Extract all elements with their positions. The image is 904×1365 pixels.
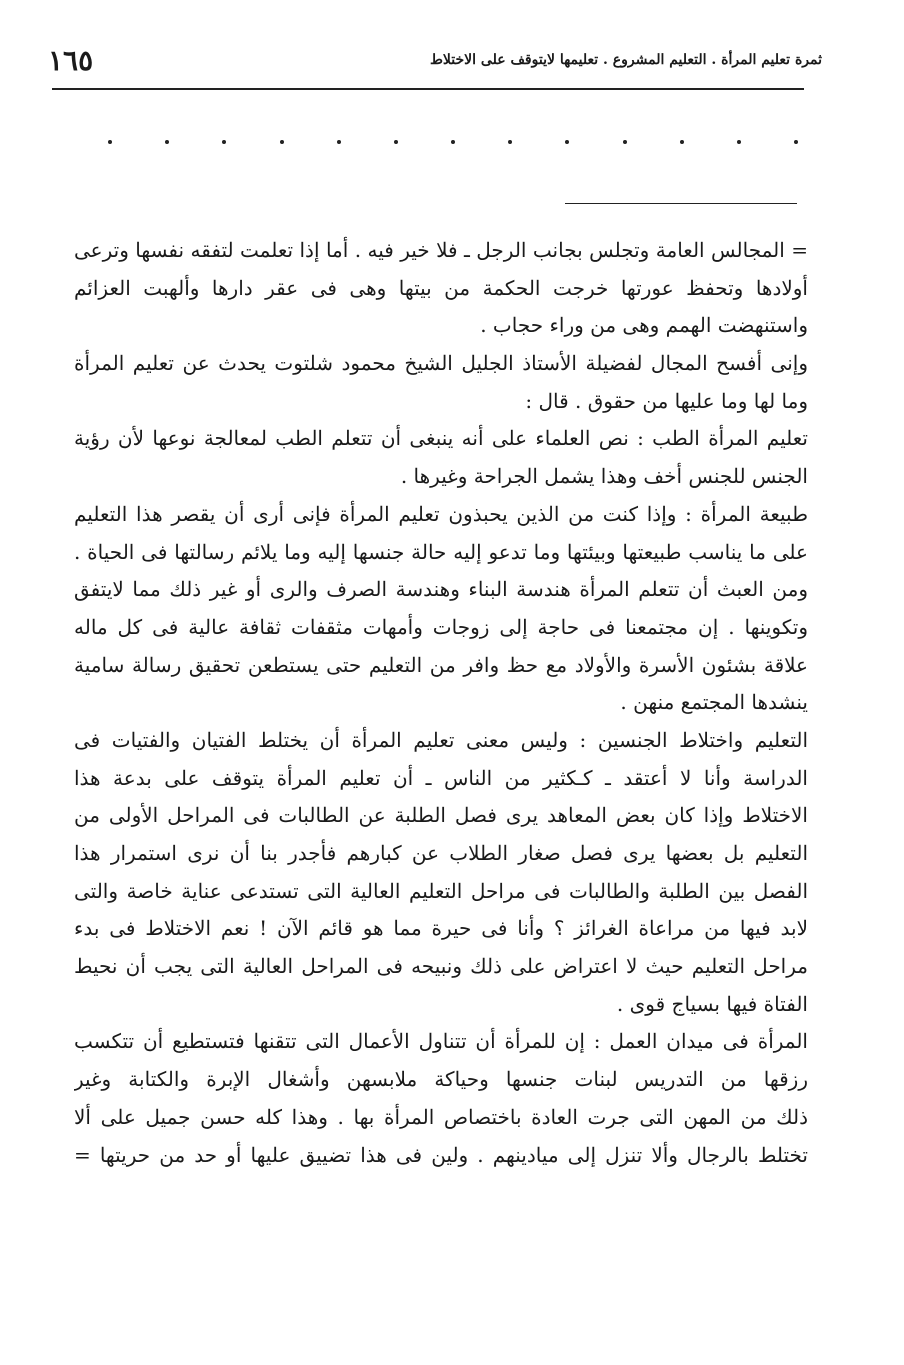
- header-rule: [52, 88, 804, 90]
- ellipsis-dot: [337, 140, 341, 144]
- ellipsis-dot: [508, 140, 512, 144]
- ellipsis-dot: [794, 140, 798, 144]
- ellipsis-dot: [623, 140, 627, 144]
- text-line: وما لها وما عليها من حقوق . قال :: [525, 388, 808, 413]
- text-line: ذلك من المهن التى جرت العادة باختصاص المرأة بها . وهذا كله حسن جميل على ألا: [74, 1104, 808, 1129]
- ellipsis-dot: [737, 140, 741, 144]
- footnote-body: [74, 232, 808, 1174]
- text-line: رزقها من التدريس لبنات جنسها وحياكة ملابسهن وأشغال الإبرة والكتابة وغير: [74, 1067, 808, 1092]
- text-line: التعليم واختلاط الجنسين : وليس معنى تعليم المرأة أن يختلط الفتيان والفتيات فى: [74, 727, 808, 752]
- text-line: الفصل بين الطلبة والطالبات فى مراحل التعليم العالية التى تستدعى عناية خاصة والتى: [74, 878, 808, 903]
- text-line: لابد فيها من مراعاة الغرائز ؟ وأنا فى حيرة مما هو قائم الآن ! نعم الاختلاط فى بدء: [74, 916, 808, 941]
- text-line: الاختلاط وإذا كان بعض المعاهد يرى فصل الطلبة عن الطالبات فى المراحل الأولى من: [74, 803, 808, 828]
- text-line: الجنس للجنس أخف وهذا يشمل الجراحة وغيرها .: [400, 464, 808, 489]
- running-title: ثمرة تعليم المرأة . التعليم المشروع . تعليمها لايتوقف على الاختلاط: [429, 52, 822, 68]
- text-line: مراحل التعليم حيث لا اعتراض على ذلك ونبيحه فى المراحل العالية التى يجب أن نحيط: [74, 954, 808, 979]
- text-line: وتكوينها . إن مجتمعنا فى حاجة إلى زوجات وأمهات مثقفات ثقافة عالية فى كل ماله: [74, 614, 808, 639]
- text-line: تختلط بالرجال وألا تنزل إلى ميادينهم . ولين فى هذا تضييق عليها أو حد من حريتها =: [74, 1142, 808, 1167]
- ellipsis-dot: [280, 140, 284, 144]
- footnote-rule: [565, 203, 797, 204]
- ellipsis-dot: [680, 140, 684, 144]
- text-line: واستنهضت الهمم وهى من وراء حجاب .: [480, 313, 808, 338]
- text-line: تعليم المرأة الطب : نص العلماء على أنه ينبغى أن تتعلم الطب لمعالجة نوعها لأن رؤية: [74, 426, 808, 451]
- text-line: التعليم بل بعضها يرى فصل صغار الطلاب عن كبارهم فأجدر بنا أن نرى استمرار هذا: [74, 841, 808, 865]
- text-line: ينشدها المجتمع منهن .: [620, 690, 808, 715]
- text-line: = المجالس العامة وتجلس بجانب الرجل ـ فلا خير فيه . أما إذا تعلمت لتفقه نفسها وترعى: [74, 238, 808, 262]
- text-line: علاقة بشئون الأسرة والأولاد مع حظ وافر من التعليم حتى يستطعن تحقيق رسالة سامية: [74, 652, 808, 677]
- text-line: الدراسة وأنا لا أعتقد ـ كـكثير من الناس ـ أن تعليم المرأة يتوقف على بدعة هذا: [74, 765, 808, 790]
- ellipsis-dot: [222, 140, 226, 144]
- text-line: المرأة فى ميدان العمل : إن للمرأة أن تتناول الأعمال التى تتقنها فتستطيع أن تتكسب: [74, 1029, 808, 1054]
- ellipsis-dot: [165, 140, 169, 144]
- text-line: الفتاة فيها بسياج قوى .: [616, 991, 808, 1016]
- ellipsis-dot: [394, 140, 398, 144]
- text-line: وإنى أفسح المجال لفضيلة الأستاذ الجليل الشيخ محمود شلتوت يحدث عن تعليم المرأة: [74, 351, 808, 376]
- running-header: [48, 30, 822, 90]
- ellipsis-dot: [565, 140, 569, 144]
- page-number: ١٦٥: [48, 43, 94, 77]
- text-line: ومن العبث أن تتعلم المرأة هندسة البناء وهندسة الصرف والرى أو غير ذلك مما لايتفق: [74, 577, 808, 602]
- ellipsis-dot: [451, 140, 455, 144]
- ellipsis-dot: [108, 140, 112, 144]
- text-line: طبيعة المرأة : وإذا كنت من الذين يحبذون تعليم المرأة فإنى أرى أن يقصر هذا التعليم: [74, 501, 808, 526]
- text-line: أولادها وتحفظ عورتها خرجت الحكمة من بيتها وهى فى عقر دارها وألهبت العزائم: [74, 275, 808, 300]
- text-line: على ما يناسب طبيعتها وبيئتها وما تدعو إليه حالة جنسها إليه وما يلائم رسالتها فى الحياة .: [74, 539, 808, 564]
- ellipsis-row: [108, 140, 798, 144]
